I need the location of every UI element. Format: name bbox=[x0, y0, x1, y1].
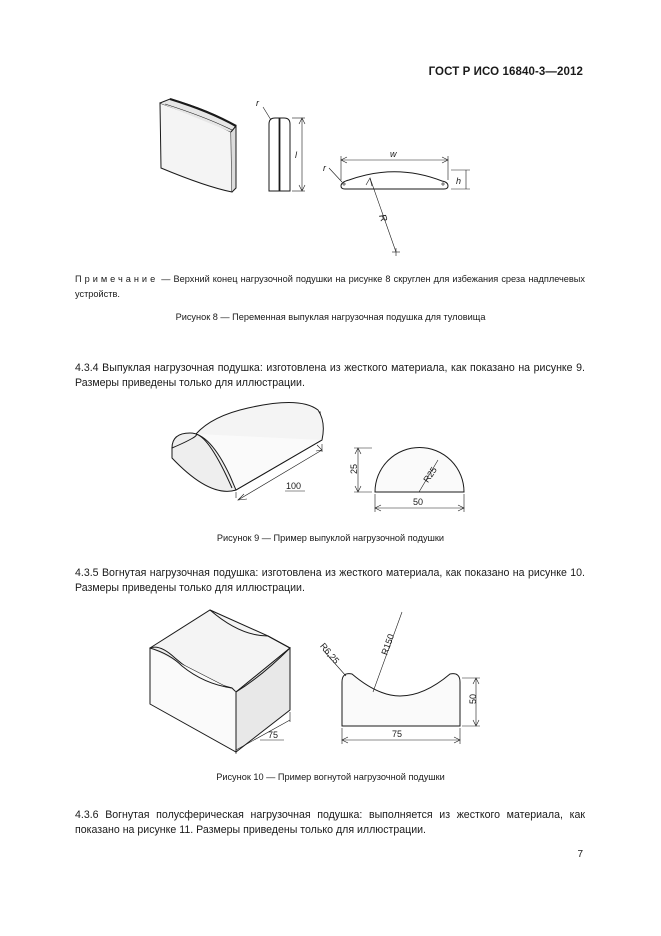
figure-8-label-w: w bbox=[390, 149, 397, 159]
figure-8-note bbox=[75, 272, 585, 302]
figure-9-label-radius: R25 bbox=[421, 465, 439, 485]
section-4-3-5-text: 4.3.5 Вогнутая нагрузочная подушка: изготовлена из жесткого материала, как показано на рисунке 10. Размеры приведены только для иллюстрации. bbox=[75, 567, 585, 594]
figure-9-label-length: 100 bbox=[286, 481, 302, 491]
section-4-3-5 bbox=[75, 566, 585, 596]
figure-9-drawing bbox=[0, 388, 661, 528]
figure-9-section bbox=[354, 448, 464, 513]
page-number: 7 bbox=[577, 849, 583, 860]
figure-8-label-h: h bbox=[456, 176, 462, 186]
figure-10-label-depth: 75 bbox=[268, 730, 279, 740]
figure-8-label-r-top: r bbox=[256, 98, 259, 108]
section-4-3-4 bbox=[75, 346, 585, 391]
figure-10-label-radius: R150 bbox=[379, 632, 397, 657]
document-id-header: ГОСТ Р ИСО 16840-3—2012 bbox=[428, 66, 583, 78]
figure-10-label-edge-radius: R6,25 bbox=[318, 640, 342, 666]
figure-10-drawing bbox=[0, 600, 661, 760]
figure-8-caption: Рисунок 8 — Переменная выпуклая нагрузочная подушка для туловища bbox=[175, 312, 486, 322]
section-4-3-6-text: 4.3.6 Вогнутая полусферическая нагрузочная подушка: выполняется из жесткого материала, как показано на рисунке 11. Размеры приведены только для иллюстрации. bbox=[75, 809, 585, 836]
figure-10-label-width: 75 bbox=[392, 729, 403, 739]
figure-8-drawing bbox=[0, 0, 661, 260]
figure-8-label-r-side: r bbox=[323, 163, 326, 173]
figure-10-label-height: 50 bbox=[468, 693, 478, 704]
figure-9-label-height: 25 bbox=[349, 463, 359, 474]
figure-9-label-width: 50 bbox=[413, 497, 424, 507]
section-4-3-4-text: 4.3.4 Выпуклая нагрузочная подушка: изготовлена из жесткого материала, как показано на рисунке 9. Размеры приведены только для иллюстрации. bbox=[75, 362, 585, 389]
figure-8-side-view bbox=[263, 107, 305, 191]
figure-8-cushion-3d bbox=[160, 99, 236, 192]
figure-9-caption: Рисунок 9 — Пример выпуклой нагрузочной подушки bbox=[216, 533, 445, 543]
figure-10-section bbox=[323, 612, 480, 744]
figure-8-label-l: l bbox=[295, 150, 297, 160]
note-text: — Верхний конец нагрузочной подушки на рисунке 8 скруглен для избежания среза надплечевых устройств. bbox=[75, 274, 585, 299]
figure-8-label-R: R bbox=[376, 212, 389, 224]
figure-10-caption: Рисунок 10 — Пример вогнутой нагрузочной подушки bbox=[216, 772, 445, 782]
section-4-3-6 bbox=[75, 808, 585, 838]
note-lead: Примечание bbox=[75, 274, 159, 284]
figure-8-top-view bbox=[329, 156, 470, 256]
